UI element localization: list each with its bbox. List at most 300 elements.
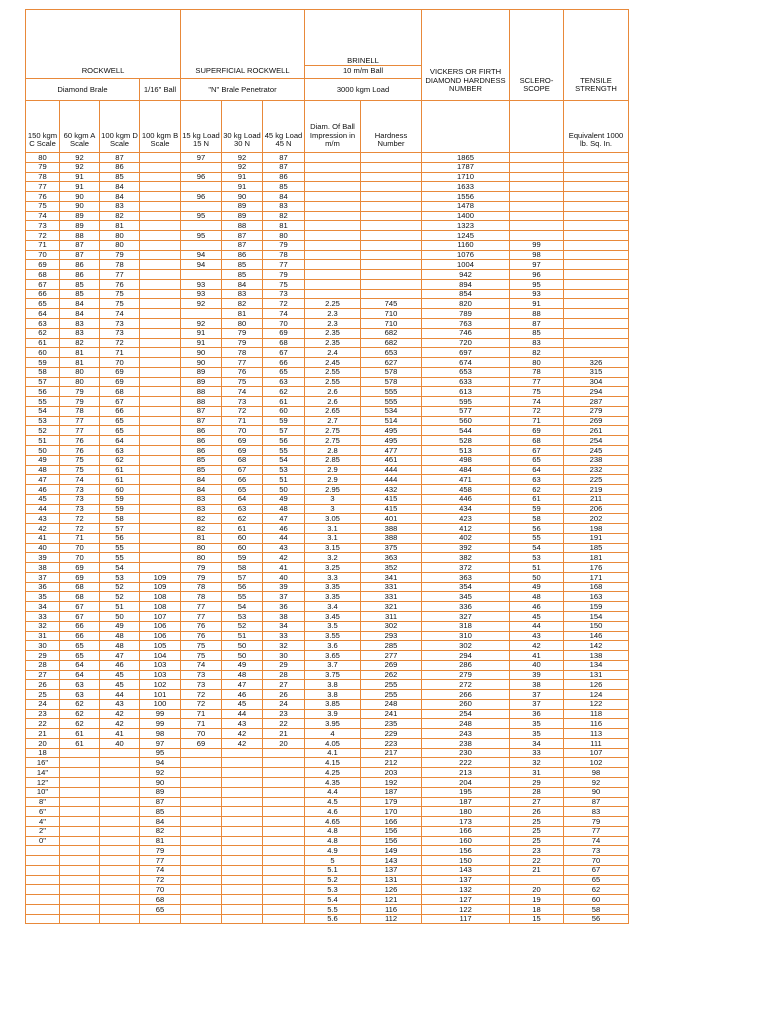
scleroscope-header: SCLERO-SCOPE [510, 10, 564, 101]
table-cell: 47 [26, 475, 60, 485]
table-cell: 72 [140, 875, 181, 885]
table-cell: 95 [510, 279, 564, 289]
table-cell: 64 [100, 436, 140, 446]
table-cell [361, 240, 422, 250]
table-cell: 58 [100, 514, 140, 524]
table-row [26, 621, 629, 631]
table-cell: 6" [26, 807, 60, 817]
table-cell: 52 [100, 592, 140, 602]
table-row [26, 260, 629, 270]
table-cell: 65 [100, 416, 140, 426]
table-cell [181, 221, 222, 231]
table-cell: 4.1 [305, 748, 361, 758]
table-row [26, 572, 629, 582]
table-cell: 72 [181, 690, 222, 700]
table-cell: 83 [60, 328, 100, 338]
table-row [26, 338, 629, 348]
table-cell: 73 [100, 328, 140, 338]
table-cell: 121 [361, 895, 422, 905]
table-cell: 99 [140, 709, 181, 719]
table-cell: 198 [564, 524, 629, 534]
table-cell: 84 [100, 182, 140, 192]
table-cell [305, 211, 361, 221]
table-row [26, 553, 629, 563]
table-cell [564, 338, 629, 348]
table-cell [305, 260, 361, 270]
table-cell: 204 [422, 778, 510, 788]
table-cell [510, 211, 564, 221]
table-cell: 746 [422, 328, 510, 338]
table-cell: 86 [60, 270, 100, 280]
table-cell: 83 [263, 201, 305, 211]
table-cell: 444 [361, 465, 422, 475]
table-cell [564, 260, 629, 270]
table-cell: 78 [263, 250, 305, 260]
table-cell [140, 367, 181, 377]
table-cell: 65 [510, 455, 564, 465]
table-cell: 65 [564, 875, 629, 885]
table-cell: 2.45 [305, 358, 361, 368]
table-cell: 402 [422, 533, 510, 543]
table-cell: 181 [564, 553, 629, 563]
table-cell: 5.2 [305, 875, 361, 885]
table-cell: 4.6 [305, 807, 361, 817]
table-cell: 2.25 [305, 299, 361, 309]
table-cell: 99 [510, 240, 564, 250]
table-cell: 187 [361, 787, 422, 797]
table-cell: 82 [222, 299, 263, 309]
table-cell: 279 [422, 670, 510, 680]
table-cell: 82 [181, 524, 222, 534]
table-cell: 70 [60, 553, 100, 563]
table-cell: 29 [26, 651, 60, 661]
table-cell: 61 [26, 338, 60, 348]
table-cell [263, 768, 305, 778]
table-cell: 76 [181, 631, 222, 641]
table-cell: 82 [263, 211, 305, 221]
table-row [26, 787, 629, 797]
vickers-header: VICKERS OR FIRTH DIAMOND HARDNESS NUMBER [422, 10, 510, 101]
table-cell: 73 [60, 504, 100, 514]
table-cell: 91 [60, 172, 100, 182]
table-cell: 64 [60, 660, 100, 670]
table-cell: 46 [263, 524, 305, 534]
table-cell: 41 [100, 729, 140, 739]
table-cell [100, 846, 140, 856]
table-cell: 48 [263, 504, 305, 514]
table-row [26, 641, 629, 651]
table-cell [564, 348, 629, 358]
table-row [26, 231, 629, 241]
table-cell: 47 [100, 651, 140, 661]
table-cell: 77 [100, 270, 140, 280]
table-cell: 285 [361, 641, 422, 651]
table-cell: 81 [140, 836, 181, 846]
table-cell: 66 [100, 406, 140, 416]
table-cell [100, 778, 140, 788]
d-scale-header: 100 kgm D Scale [100, 101, 140, 153]
table-cell: 3.8 [305, 680, 361, 690]
table-cell [263, 885, 305, 895]
table-cell [181, 309, 222, 319]
table-cell [181, 758, 222, 768]
table-cell: 180 [422, 807, 510, 817]
table-row [26, 192, 629, 202]
table-cell: 176 [564, 563, 629, 573]
table-cell: 2.35 [305, 338, 361, 348]
table-cell: 789 [422, 309, 510, 319]
table-cell [510, 221, 564, 231]
table-cell [60, 875, 100, 885]
table-cell: 2.7 [305, 416, 361, 426]
table-cell [26, 846, 60, 856]
table-cell: 113 [564, 729, 629, 739]
table-cell: 68 [60, 582, 100, 592]
table-cell: 137 [422, 875, 510, 885]
table-cell: 14" [26, 768, 60, 778]
table-cell: 70 [100, 358, 140, 368]
table-cell: 146 [564, 631, 629, 641]
table-cell: 50 [100, 611, 140, 621]
table-cell [222, 914, 263, 924]
table-cell: 39 [510, 670, 564, 680]
table-cell: 55 [263, 445, 305, 455]
table-cell [100, 836, 140, 846]
table-cell: 1004 [422, 260, 510, 270]
table-cell: 27 [510, 797, 564, 807]
table-cell: 54 [100, 563, 140, 573]
table-cell [140, 201, 181, 211]
table-cell: 64 [60, 670, 100, 680]
table-cell: 219 [564, 485, 629, 495]
table-cell: 76 [26, 192, 60, 202]
table-cell: 82 [100, 211, 140, 221]
table-cell: 48 [100, 641, 140, 651]
table-cell: 59 [26, 358, 60, 368]
table-cell: 191 [564, 533, 629, 543]
table-cell: 80 [222, 319, 263, 329]
table-cell: 73 [100, 319, 140, 329]
table-cell: 77 [140, 856, 181, 866]
table-cell: 89 [181, 367, 222, 377]
table-cell: 67 [263, 348, 305, 358]
table-cell: 80 [263, 231, 305, 241]
table-cell: 79 [263, 270, 305, 280]
table-cell [60, 865, 100, 875]
table-cell: 78 [181, 582, 222, 592]
scleroscope-value-header [510, 101, 564, 153]
hardness-number-header: Hardness Number [361, 101, 422, 153]
table-cell [26, 875, 60, 885]
table-cell: 92 [181, 319, 222, 329]
table-cell: 255 [361, 680, 422, 690]
table-cell [181, 797, 222, 807]
table-cell [263, 904, 305, 914]
table-cell: 44 [510, 621, 564, 631]
table-cell: 192 [361, 778, 422, 788]
table-cell: 65 [26, 299, 60, 309]
table-cell: 43 [263, 543, 305, 553]
table-cell: 331 [361, 582, 422, 592]
table-cell: 86 [100, 162, 140, 172]
table-cell: 77 [60, 426, 100, 436]
table-cell: 87 [140, 797, 181, 807]
table-cell: 41 [26, 533, 60, 543]
table-cell [263, 836, 305, 846]
table-cell: 34 [263, 621, 305, 631]
table-cell: 3.1 [305, 524, 361, 534]
table-cell: 143 [361, 856, 422, 866]
table-cell: 132 [422, 885, 510, 895]
table-cell: 71 [100, 348, 140, 358]
table-cell: 71 [510, 416, 564, 426]
table-row [26, 846, 629, 856]
table-cell: 79 [60, 397, 100, 407]
table-cell: 90 [222, 192, 263, 202]
table-cell: 30 [263, 651, 305, 661]
table-cell: 763 [422, 319, 510, 329]
table-cell: 66 [263, 358, 305, 368]
table-cell: 3.95 [305, 719, 361, 729]
table-cell: 91 [222, 172, 263, 182]
table-cell [510, 153, 564, 163]
table-cell [140, 221, 181, 231]
table-cell: 2.9 [305, 465, 361, 475]
table-cell: 82 [60, 338, 100, 348]
table-cell: 80 [60, 367, 100, 377]
tensile-strength-header: TENSILE STRENGTH [564, 10, 629, 101]
table-cell: 63 [60, 690, 100, 700]
table-cell: 28 [26, 660, 60, 670]
table-cell: 36 [263, 602, 305, 612]
table-cell: 69 [222, 436, 263, 446]
table-cell: 60 [564, 895, 629, 905]
table-cell: 46 [510, 602, 564, 612]
table-cell: 560 [422, 416, 510, 426]
table-cell: 75 [181, 651, 222, 661]
table-cell: 2.55 [305, 367, 361, 377]
table-cell [361, 279, 422, 289]
table-cell: 112 [361, 914, 422, 924]
table-cell: 43 [26, 514, 60, 524]
table-cell [140, 397, 181, 407]
table-cell: 62 [60, 699, 100, 709]
table-cell: 156 [361, 836, 422, 846]
table-cell: 49 [26, 455, 60, 465]
table-cell: 23 [26, 709, 60, 719]
table-cell [140, 553, 181, 563]
table-cell: 65 [60, 641, 100, 651]
table-cell: 87 [510, 319, 564, 329]
table-cell: 78 [222, 348, 263, 358]
table-cell: 100 [140, 699, 181, 709]
table-row [26, 377, 629, 387]
table-cell: 69 [181, 738, 222, 748]
table-cell [60, 748, 100, 758]
table-cell: 260 [422, 699, 510, 709]
table-cell: 70 [181, 729, 222, 739]
table-cell: 1323 [422, 221, 510, 231]
table-cell: 20 [26, 738, 60, 748]
table-cell: 45 [510, 611, 564, 621]
table-cell: 40 [510, 660, 564, 670]
table-cell: 86 [60, 260, 100, 270]
table-cell: 163 [564, 592, 629, 602]
table-cell: 69 [60, 563, 100, 573]
table-cell: 28 [510, 787, 564, 797]
table-cell: 88 [181, 387, 222, 397]
table-cell [100, 797, 140, 807]
table-cell: 66 [60, 631, 100, 641]
table-cell: 103 [140, 670, 181, 680]
table-cell [181, 836, 222, 846]
table-cell: 69 [26, 260, 60, 270]
table-row [26, 738, 629, 748]
table-cell: 92 [140, 768, 181, 778]
table-cell: 21 [263, 729, 305, 739]
table-cell: 150 [564, 621, 629, 631]
table-cell [263, 778, 305, 788]
table-cell: 65 [60, 651, 100, 661]
table-cell: 269 [361, 660, 422, 670]
table-cell: 27 [263, 680, 305, 690]
table-cell: 71 [181, 719, 222, 729]
table-cell: 50 [26, 445, 60, 455]
table-cell: 74 [181, 660, 222, 670]
table-cell: 83 [510, 338, 564, 348]
table-cell [305, 201, 361, 211]
table-cell: 213 [422, 768, 510, 778]
table-cell: 97 [140, 738, 181, 748]
table-cell [140, 153, 181, 163]
table-cell: 72 [222, 406, 263, 416]
table-cell: 272 [422, 680, 510, 690]
table-cell: 3.45 [305, 611, 361, 621]
table-cell [60, 904, 100, 914]
table-cell: 79 [60, 387, 100, 397]
table-cell: 595 [422, 397, 510, 407]
table-cell: 33 [26, 611, 60, 621]
table-cell [60, 856, 100, 866]
table-cell [222, 748, 263, 758]
table-cell [140, 914, 181, 924]
table-cell: 1245 [422, 231, 510, 241]
table-cell: 53 [26, 416, 60, 426]
table-cell: 269 [564, 416, 629, 426]
table-cell: 69 [222, 445, 263, 455]
table-cell: 70 [26, 250, 60, 260]
table-cell [140, 358, 181, 368]
table-cell [140, 485, 181, 495]
table-cell: 89 [60, 211, 100, 221]
table-cell: 179 [361, 797, 422, 807]
table-cell [361, 201, 422, 211]
table-cell: 3.7 [305, 660, 361, 670]
table-cell: 3.35 [305, 592, 361, 602]
table-cell: 85 [181, 455, 222, 465]
table-cell: 72 [181, 699, 222, 709]
table-cell: 26 [510, 807, 564, 817]
table-cell: 88 [510, 309, 564, 319]
table-cell [140, 377, 181, 387]
table-row [26, 631, 629, 641]
table-cell: 105 [140, 641, 181, 651]
table-cell: 206 [564, 504, 629, 514]
table-cell: 79 [140, 846, 181, 856]
table-cell: 243 [422, 729, 510, 739]
table-cell: 77 [181, 602, 222, 612]
table-cell: 187 [422, 797, 510, 807]
table-cell: 1160 [422, 240, 510, 250]
table-cell [140, 416, 181, 426]
table-row [26, 729, 629, 739]
table-cell: 5.5 [305, 904, 361, 914]
table-cell: 2.4 [305, 348, 361, 358]
table-cell: 42 [222, 729, 263, 739]
table-cell: 286 [422, 660, 510, 670]
brinell-title: BRINELL [347, 55, 379, 65]
table-cell: 230 [422, 748, 510, 758]
table-cell: 211 [564, 494, 629, 504]
table-cell: 84 [60, 309, 100, 319]
table-row [26, 807, 629, 817]
table-cell: 45 [26, 494, 60, 504]
table-cell [222, 895, 263, 905]
table-cell [263, 856, 305, 866]
table-cell: 67 [222, 465, 263, 475]
table-cell: 23 [510, 846, 564, 856]
table-cell [564, 240, 629, 250]
table-cell: 116 [361, 904, 422, 914]
table-cell: 1865 [422, 153, 510, 163]
n15-header: 15 kg Load 15 N [181, 101, 222, 153]
table-cell: 60 [222, 533, 263, 543]
table-cell [564, 279, 629, 289]
table-row [26, 875, 629, 885]
table-cell: 87 [100, 153, 140, 163]
table-cell [222, 778, 263, 788]
a-scale-header: 60 kgm A Scale [60, 101, 100, 153]
table-cell: 72 [510, 406, 564, 416]
table-cell: 86 [181, 426, 222, 436]
table-cell: 555 [361, 387, 422, 397]
table-cell: 78 [26, 172, 60, 182]
table-cell: 3 [305, 494, 361, 504]
table-cell [181, 778, 222, 788]
hardness-table [25, 9, 629, 924]
table-cell: 53 [100, 572, 140, 582]
table-cell: 98 [140, 729, 181, 739]
table-cell: 2.9 [305, 475, 361, 485]
table-cell: 3 [305, 504, 361, 514]
rockwell-header: ROCKWELL [26, 10, 181, 79]
table-cell [564, 319, 629, 329]
table-cell: 42 [100, 719, 140, 729]
table-cell: 47 [222, 680, 263, 690]
table-cell: 50 [510, 572, 564, 582]
table-cell: 84 [181, 485, 222, 495]
table-cell [263, 817, 305, 827]
table-cell: 1633 [422, 182, 510, 192]
table-cell: 47 [263, 514, 305, 524]
table-cell: 46 [26, 485, 60, 495]
table-cell: 82 [181, 514, 222, 524]
table-cell: 62 [60, 709, 100, 719]
table-cell: 80 [100, 231, 140, 241]
table-cell: 79 [100, 250, 140, 260]
table-cell: 79 [181, 572, 222, 582]
table-cell: 26 [263, 690, 305, 700]
